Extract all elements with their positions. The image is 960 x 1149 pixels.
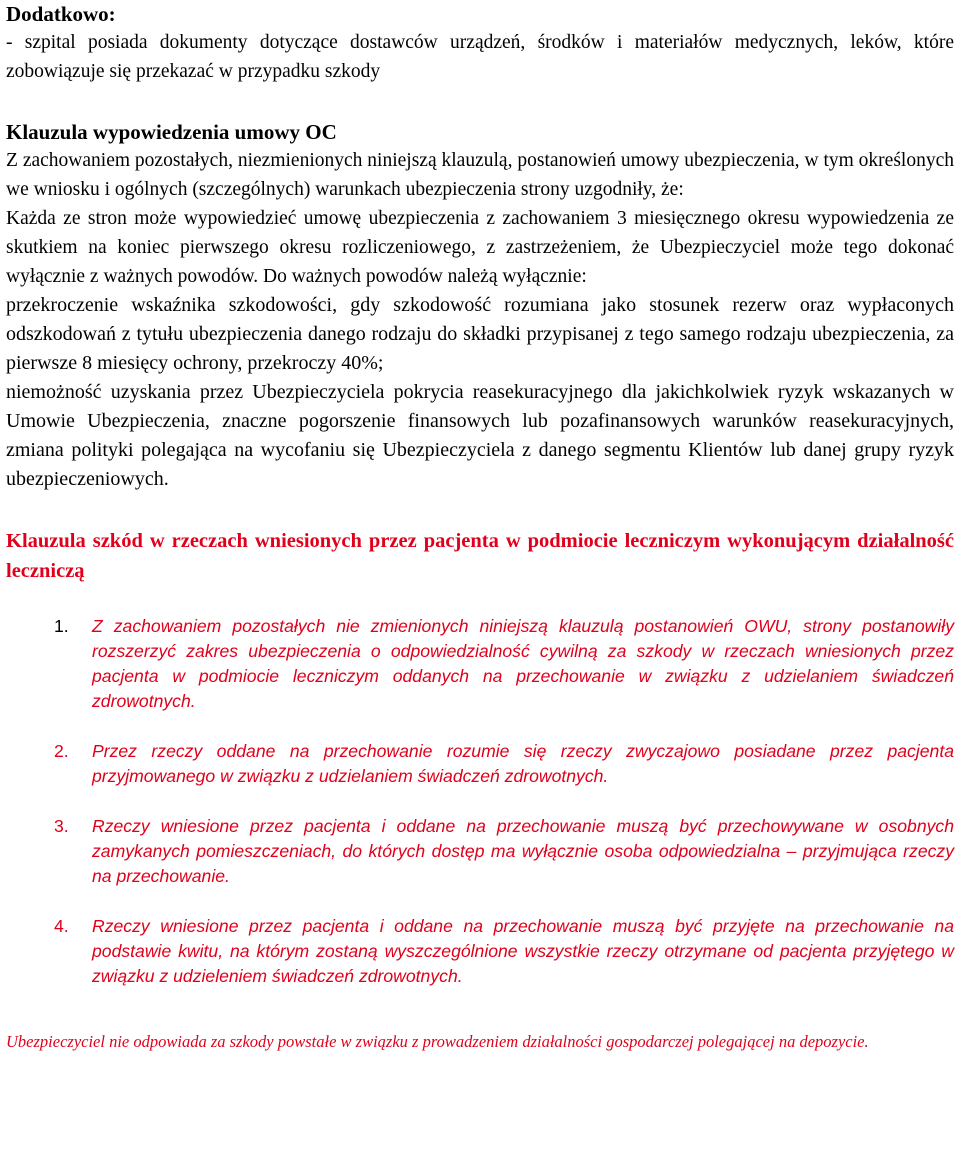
heading-additional: Dodatkowo: [6, 2, 116, 26]
list-item-number: 2. [54, 741, 69, 761]
oc-clause-intro: Z zachowaniem pozostałych, niezmienionych niniejszą klauzulą, postanowień umowy ubezpieczenia, w tym określonych we wniosku i ogólnych (szczególnych) warunkach ubezpieczenia strony uzgodniły, że: [6, 150, 954, 200]
patient-clause-title: Klauzula szkód w rzeczach wniesionych przez pacjenta w podmiocie leczniczym wykonującym działalność leczniczą [6, 530, 954, 582]
patient-clause-list [6, 614, 954, 989]
document-page [6, 0, 954, 1055]
list-item-number: 3. [54, 816, 69, 836]
oc-reason-2: niemożność uzyskania przez Ubezpieczyciela pokrycia reasekuracyjnego dla jakichkolwiek ryzyk wskazanych w Umowie Ubezpieczenia, znaczne pogorszenie finansowych lub pozafinansowych warunków reasekuracyjnych, zmiana polityki polegająca na wycofaniu się Ubezpieczyciela z danego segmentu Klientów lub danej grupy ryzyk ubezpieczeniowych. [6, 381, 954, 490]
oc-reason-1: przekroczenie wskaźnika szkodowości, gdy szkodowość rozumiana jako stosunek rezerw oraz wypłaconych odszkodowań z tytułu ubezpieczenia danego rodzaju do składki przypisanej z tego samego rodzaju ubezpieczenia, za pierwsze 8 miesięcy ochrony, przekroczy 40%; [6, 294, 954, 374]
list-item-number: 4. [54, 916, 69, 936]
list-item-text: Rzeczy wniesione przez pacjenta i oddane na przechowanie muszą być przyjęte na przechowanie na podstawie kwitu, na którym zostaną wyszczególnione wszystkie rzeczy otrzymane od pacjenta przyjętego w związku z udzieleniem świadczeń zdrowotnych. [92, 916, 954, 986]
list-item-text: Z zachowaniem pozostałych nie zmienionych niniejszą klauzulą postanowień OWU, strony postanowiły rozszerzyć zakres ubezpieczenia o odpowiedzialność cywilną za szkody w rzeczach wniesionych przez pacjenta w podmiocie leczniczym oddanych na przechowanie w związku z udzielaniem świadczeń zdrowotnych. [92, 616, 954, 711]
list-item-number: 1. [54, 616, 69, 636]
list-item [6, 739, 954, 789]
additional-paragraph: - szpital posiada dokumenty dotyczące dostawców urządzeń, środków i materiałów medycznych, leków, które zobowiązuje się przekazać w przypadku szkody [6, 32, 954, 82]
oc-clause-main: Każda ze stron może wypowiedzieć umowę ubezpieczenia z zachowaniem 3 miesięcznego okresu wypowiedzenia ze skutkiem na koniec pierwszego okresu rozliczeniowego, z zastrzeżeniem, że Ubezpieczyciel może tego dokonać wyłącznie z ważnych powodów. Do ważnych powodów należą wyłącznie: [6, 208, 954, 287]
list-item-text: Przez rzeczy oddane na przechowanie rozumie się rzeczy zwyczajowo posiadane przez pacjenta przyjmowanego w związku z udzielaniem świadczeń zdrowotnych. [92, 741, 954, 786]
list-item [6, 814, 954, 889]
list-item [6, 914, 954, 989]
list-item [6, 614, 954, 714]
list-item-text: Rzeczy wniesione przez pacjenta i oddane na przechowanie muszą być przechowywane w osobnych zamykanych pomieszczeniach, do których dostęp ma wyłącznie osoba odpowiedzialna – przyjmująca rzeczy na przechowanie. [92, 816, 954, 886]
patient-clause-footnote: Ubezpieczyciel nie odpowiada za szkody powstałe w związku z prowadzeniem działalności gospodarczej polegającej na depozycie. [6, 1032, 869, 1051]
oc-clause-title: Klauzula wypowiedzenia umowy OC [6, 120, 337, 144]
